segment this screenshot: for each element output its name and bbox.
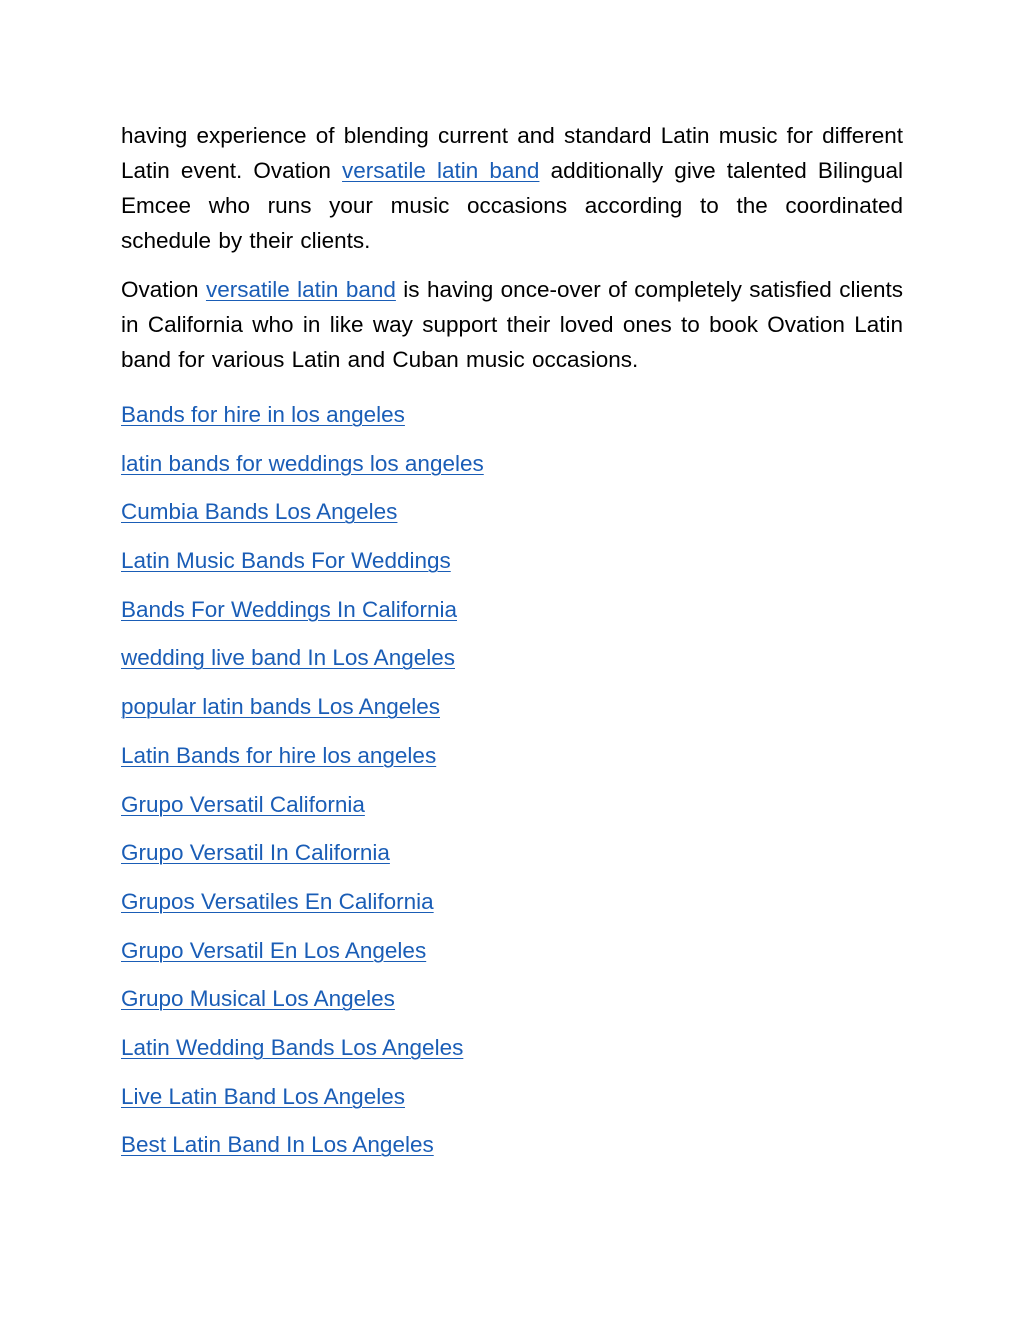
list-item [121,781,903,830]
list-item [121,440,903,489]
list-item [121,732,903,781]
paragraph-2-text-a: Ovation [121,277,206,302]
paragraph-1 [121,118,903,258]
link-grupo-versatil-california[interactable]: Grupo Versatil California [121,791,365,817]
paragraph-2-text-b: is having once-over of completely satisfied clients in California who in like way support their loved ones to book Ovation Latin band for various Latin and Cuban music occasions. [121,277,903,372]
versatile-latin-band-link-1[interactable]: versatile latin band [342,158,540,183]
link-latin-bands-hire-los-angeles[interactable]: Latin Bands for hire los angeles [121,742,437,768]
list-item [121,391,903,440]
list-item [121,1073,903,1122]
list-item [121,1121,903,1170]
list-item [121,683,903,732]
paragraph-1-text-a: having experience of blending current and standard Latin music for different Latin event. Ovation [121,123,903,183]
link-grupos-versatiles-en-california[interactable]: Grupos Versatiles En California [121,888,434,914]
list-item [121,586,903,635]
link-grupo-versatil-en-los-angeles[interactable]: Grupo Versatil En Los Angeles [121,937,427,963]
list-item [121,537,903,586]
list-item [121,975,903,1024]
list-item [121,488,903,537]
paragraph-2 [121,272,903,377]
document-page [121,118,903,1170]
link-grupo-versatil-in-california[interactable]: Grupo Versatil In California [121,840,390,866]
link-latin-music-bands-weddings[interactable]: Latin Music Bands For Weddings [121,548,451,574]
link-latin-bands-weddings-los-angeles[interactable]: latin bands for weddings los angeles [121,450,484,476]
list-item [121,829,903,878]
link-live-latin-band-los-angeles[interactable]: Live Latin Band Los Angeles [121,1083,405,1109]
link-grupo-musical-los-angeles[interactable]: Grupo Musical Los Angeles [121,986,395,1012]
link-wedding-live-band-los-angeles[interactable]: wedding live band In Los Angeles [121,645,455,671]
list-item [121,878,903,927]
link-bands-for-hire-los-angeles[interactable]: Bands for hire in los angeles [121,402,405,427]
link-best-latin-band-los-angeles[interactable]: Best Latin Band In Los Angeles [121,1132,434,1158]
list-item [121,1024,903,1073]
list-item [121,634,903,683]
paragraph-1-text-b: additionally give talented Bilingual Emcee who runs your music occasions according to the coordinated schedule by their clients. [121,158,903,253]
link-popular-latin-bands-los-angeles[interactable]: popular latin bands Los Angeles [121,694,440,720]
link-list [121,391,903,1170]
versatile-latin-band-link-2[interactable]: versatile latin band [205,277,396,302]
link-cumbia-bands-los-angeles[interactable]: Cumbia Bands Los Angeles [121,499,398,525]
link-bands-weddings-california[interactable]: Bands For Weddings In California [121,596,458,622]
link-latin-wedding-bands-los-angeles[interactable]: Latin Wedding Bands Los Angeles [121,1034,464,1060]
list-item [121,927,903,976]
